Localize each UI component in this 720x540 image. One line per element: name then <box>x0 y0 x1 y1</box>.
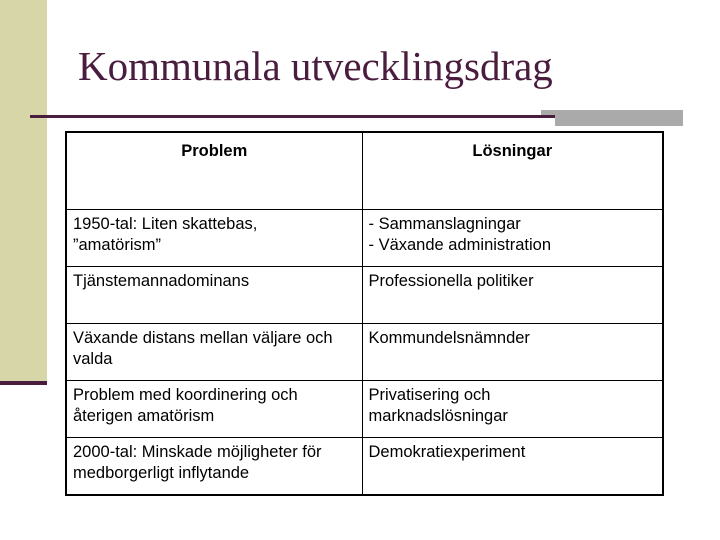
losning-cell <box>362 438 663 496</box>
losning-cell <box>362 210 663 267</box>
problem-cell <box>66 210 362 267</box>
cell-line: marknadslösningar <box>368 407 508 425</box>
table-row <box>66 438 663 496</box>
table-row <box>66 267 663 324</box>
cell-line: återigen amatörism <box>73 407 215 425</box>
slide-title: Kommunala utvecklingsdrag <box>78 43 553 89</box>
table-row <box>66 324 663 381</box>
title-underline <box>30 115 555 118</box>
cell-line: Tjänstemannadominans <box>73 272 250 290</box>
header-problem: Problem <box>66 132 362 210</box>
cell-line: medborgerligt inflytande <box>73 464 250 482</box>
cell-line: - Växande administration <box>368 236 552 254</box>
cell-line: ”amatörism” <box>73 236 162 254</box>
losning-cell <box>362 381 663 438</box>
cell-line: 1950-tal: Liten skattebas, <box>73 215 258 233</box>
side-decoration-edge <box>0 381 47 385</box>
table-header-row <box>66 132 663 210</box>
problem-cell <box>66 381 362 438</box>
cell-line: Växande distans mellan väljare och <box>73 329 333 347</box>
problem-solution-table <box>65 131 664 496</box>
problem-cell <box>66 267 362 324</box>
header-losningar: Lösningar <box>362 132 663 210</box>
losning-cell <box>362 324 663 381</box>
cell-line: Problem med koordinering och <box>73 386 298 404</box>
cell-line: valda <box>73 350 113 368</box>
table-row <box>66 210 663 267</box>
losning-cell <box>362 267 663 324</box>
side-decoration-bar <box>0 0 47 383</box>
cell-line: - Sammanslagningar <box>368 215 521 233</box>
cell-line: Demokratiexperiment <box>368 443 526 461</box>
problem-cell <box>66 438 362 496</box>
table-row <box>66 381 663 438</box>
title-accent-block <box>555 115 683 126</box>
problem-cell <box>66 324 362 381</box>
cell-line: Privatisering och <box>368 386 491 404</box>
cell-line: Kommundelsnämnder <box>368 329 530 347</box>
cell-line: 2000-tal: Minskade möjligheter för <box>73 443 322 461</box>
cell-line: Professionella politiker <box>368 272 534 290</box>
